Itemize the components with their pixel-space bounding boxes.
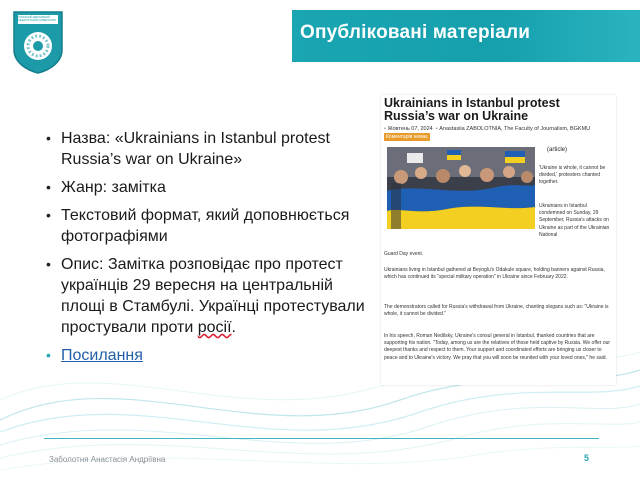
article-author: Anastasiia ZABOLOTNIA, The Faculty of Journalism, BGKMU — [439, 126, 591, 132]
bullet-list — [44, 128, 374, 373]
article-paragraph: The demonstrators called for Russia's withdrawal from Ukraine, chanting slogans such as: "Ukraine is whole, it cannot be divided." — [384, 304, 609, 318]
article-lead: Ukrainians in Istanbul condemned on Sunday, 29 September, Russia's attacks on Ukraine as part of the Ukrainian National — [539, 203, 610, 238]
user-icon: ▪ — [435, 126, 438, 132]
bullet-text: Текстовий формат, який доповнюється фотографіями — [61, 207, 350, 245]
bullet-dot-icon: • — [46, 347, 51, 363]
comments-badge: Коментарів немає — [386, 134, 428, 140]
footer-divider — [44, 438, 599, 439]
bullet-title — [44, 128, 374, 170]
bullet-dot-icon: • — [46, 207, 51, 223]
bullet-dot-icon: • — [46, 179, 51, 195]
article-side-text — [539, 165, 611, 187]
protest-photo — [387, 147, 535, 229]
bullet-description — [44, 254, 374, 338]
article-screenshot — [381, 95, 616, 385]
article-meta — [384, 126, 616, 141]
bullet-text-end: . — [231, 319, 236, 336]
article-caption: (article) — [547, 147, 568, 153]
bullet-dot-icon: • — [46, 130, 51, 146]
bullet-text: Назва: «Ukrainians in Istanbul protest Russia’s war on Ukraine» — [61, 130, 330, 168]
bullet-genre — [44, 177, 374, 198]
article-title: Ukrainians in Istanbul protest Russia’s war on Ukraine — [384, 96, 560, 123]
calendar-icon: ▪ — [384, 126, 386, 132]
article-date: Жовтень 07, 2024 — [387, 126, 433, 132]
logo-text: СУМСЬКИЙ ДЕРЖАВНИЙ ПЕДАГОГІЧНИЙ УНІВЕРСИТЕТ — [18, 16, 57, 22]
article-side-text-2 — [539, 203, 611, 239]
article-paragraph: In his speech, Roman Nedilsky, Ukraine's consul general in Istanbul, thanked countries that are supporting his nation. "Today, among us are the relatives of those held captive by Russia. We offer our deepest thanks and respect to them. Your support and coordinated efforts are bringing us closer to peace and to Ukraine's victory. We pray that you will soon be reunited with your loved ones," he said. — [384, 333, 611, 361]
bullet-text: Жанр: замітка — [61, 179, 166, 196]
page-number: 5 — [584, 453, 590, 463]
footer-author: Заболотня Анастасія Андріївна — [49, 455, 166, 464]
article-link[interactable]: Посилання — [61, 347, 143, 364]
article-paragraph: Guard Day event. — [384, 251, 424, 257]
article-quote: 'Ukraine is whole, it cannot be divided,' protesters chanted together. — [539, 165, 606, 186]
bullet-dot-icon: • — [46, 256, 51, 272]
article-paragraph: Ukrainians living in Istanbul gathered at Beyoglu's Odakule square, holding banners against Russia, which has continued its "special military operation" in Ukraine since February 2022. — [384, 267, 605, 281]
misspelled-word: росії — [197, 319, 232, 336]
slide-title: Опубліковані матеріали — [300, 22, 531, 43]
bullet-text: Опис: Замітка розповідає про протест українців 29 вересня на центральній площі в Стамбулі. Українці протестували простували проти — [61, 256, 365, 336]
bullet-link — [44, 345, 374, 366]
bullet-format — [44, 205, 374, 247]
